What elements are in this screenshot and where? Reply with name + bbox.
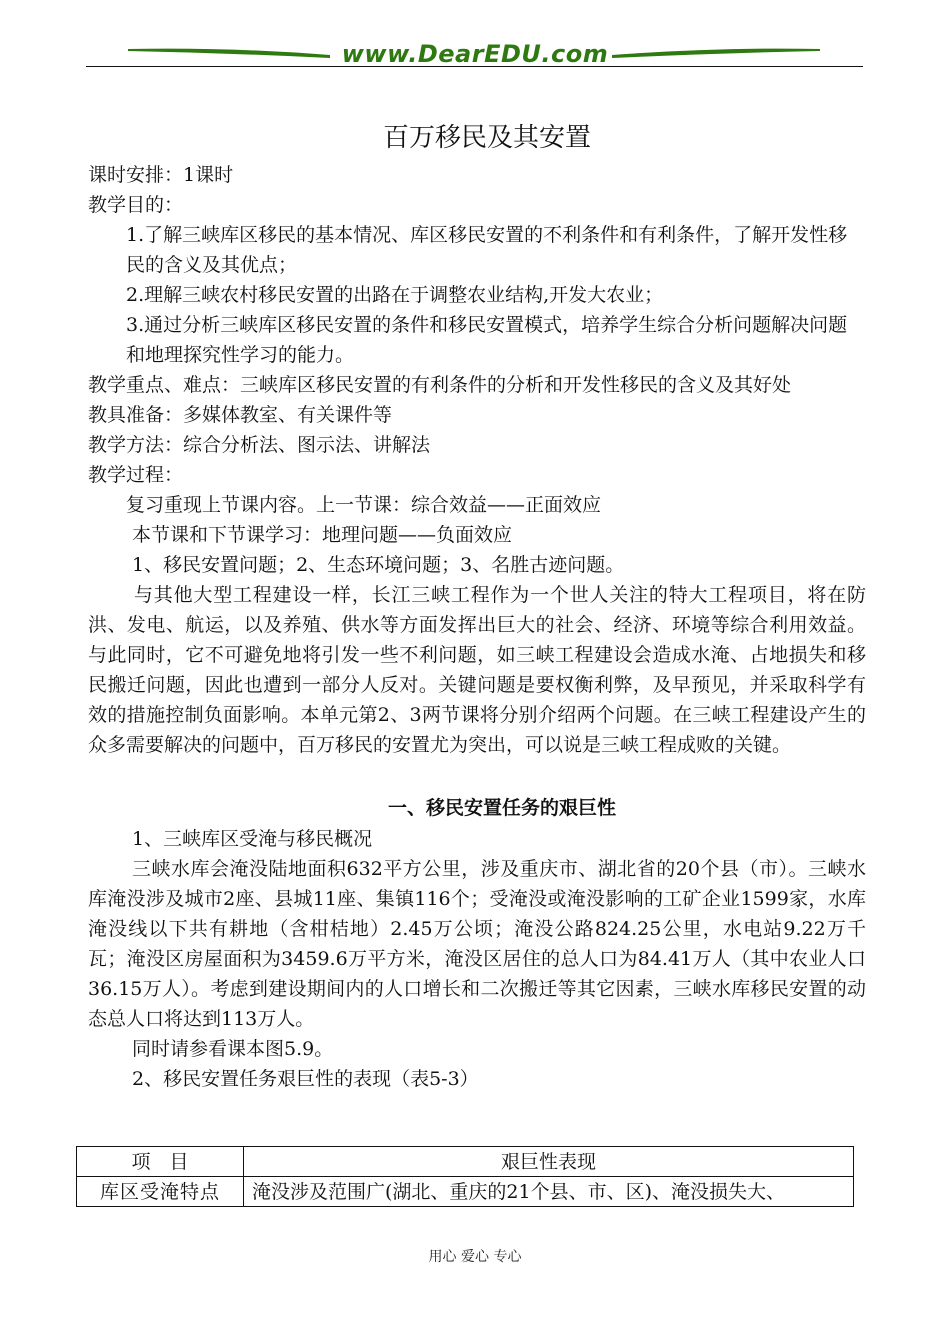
header-divider xyxy=(86,66,863,67)
issues-line: 1、移民安置问题；2、生态环境问题；3、名胜古迹问题。 xyxy=(132,554,625,576)
table-header-row xyxy=(77,1147,854,1177)
document-body xyxy=(88,120,866,1094)
objective-item: 1.了解三峡库区移民的基本情况、库区移民安置的不利条件和有利条件，了解开发性移民的含义及其优点； xyxy=(126,224,848,276)
site-logo[interactable]: www.DearEDU.com xyxy=(341,40,609,68)
right-swoosh-decoration xyxy=(612,45,820,59)
subsection-heading: 2、移民安置任务艰巨性的表现（表5-3） xyxy=(132,1068,479,1090)
review-line: 复习重现上节课内容。上一节课：综合效益——正面效应 xyxy=(126,494,602,516)
table-header-cell: 项 目 xyxy=(77,1147,244,1177)
tools-line: 教具准备：多媒体教室、有关课件等 xyxy=(88,404,393,426)
table-row xyxy=(77,1177,854,1207)
objective-item: 3.通过分析三峡库区移民安置的条件和移民安置模式，培养学生综合分析问题解决问题和地理探究性学习的能力。 xyxy=(126,314,848,366)
subsection-heading: 1、三峡库区受淹与移民概况 xyxy=(132,828,373,850)
see-also-line: 同时请参看课本图5.9。 xyxy=(132,1038,334,1060)
intro-paragraph: 与其他大型工程建设一样，长江三峡工程作为一个世人关注的特大工程项目，将在防洪、发电、航运，以及养殖、供水等方面发挥出巨大的社会、经济、环境等综合利用效益。与此同时，它不可避免地将引发一些不利问题，如三峡工程建设会造成水淹、占地损失和移民搬迁问题，因此也遭到一部分人反对。关键问题是要权衡利弊，及早预见，并采取科学有效的措施控制负面影响。本单元第2、3两节课将分别介绍两个问题。在三峡工程建设产生的众多需要解决的问题中，百万移民的安置尤为突出，可以说是三峡工程成败的关键。 xyxy=(88,584,866,756)
hardship-table xyxy=(76,1146,854,1207)
section-heading: 一、移民安置任务的艰巨性 xyxy=(387,797,616,819)
objective-item: 2.理解三峡农村移民安置的出路在于调整农业结构,开发大农业； xyxy=(126,284,664,306)
table-header-cell: 艰巨性表现 xyxy=(244,1147,854,1177)
page-header xyxy=(0,0,950,80)
table-cell: 库区受淹特点 xyxy=(77,1177,244,1207)
flood-paragraph: 三峡水库会淹没陆地面积632平方公里，涉及重庆市、湖北省的20个县（市）。三峡水库淹没涉及城市2座、县城11座、集镇116个；受淹没或淹没影响的工矿企业1599家，水库淹没线以下共有耕地（含柑桔地）2.45万公顷；淹没公路824.25公里，水电站9.22万千瓦；淹没区房屋面积为3459.6万平方米，淹没区居住的总人口为84.41万人（其中农业人口36.15万人）。考虑到建设期间内的人口增长和二次搬迁等其它因素，三峡水库移民安置的动态总人口将达到113万人。 xyxy=(88,858,866,1030)
methods-line: 教学方法：综合分析法、图示法、讲解法 xyxy=(88,434,431,456)
process-label: 教学过程： xyxy=(88,464,184,486)
page-footer: 用心 爱心 专心 xyxy=(428,1249,522,1265)
this-lesson-line: 本节课和下节课学习：地理问题——负面效应 xyxy=(132,524,513,546)
key-points-line: 教学重点、难点：三峡库区移民安置的有利条件的分析和开发性移民的含义及其好处 xyxy=(88,374,792,396)
table-cell: 淹没涉及范围广(湖北、重庆的21个县、市、区)、淹没损失大、 xyxy=(244,1177,854,1207)
objectives-label: 教学目的： xyxy=(88,194,184,216)
document-title: 百万移民及其安置 xyxy=(382,123,591,153)
schedule-line: 课时安排：1课时 xyxy=(88,164,234,186)
